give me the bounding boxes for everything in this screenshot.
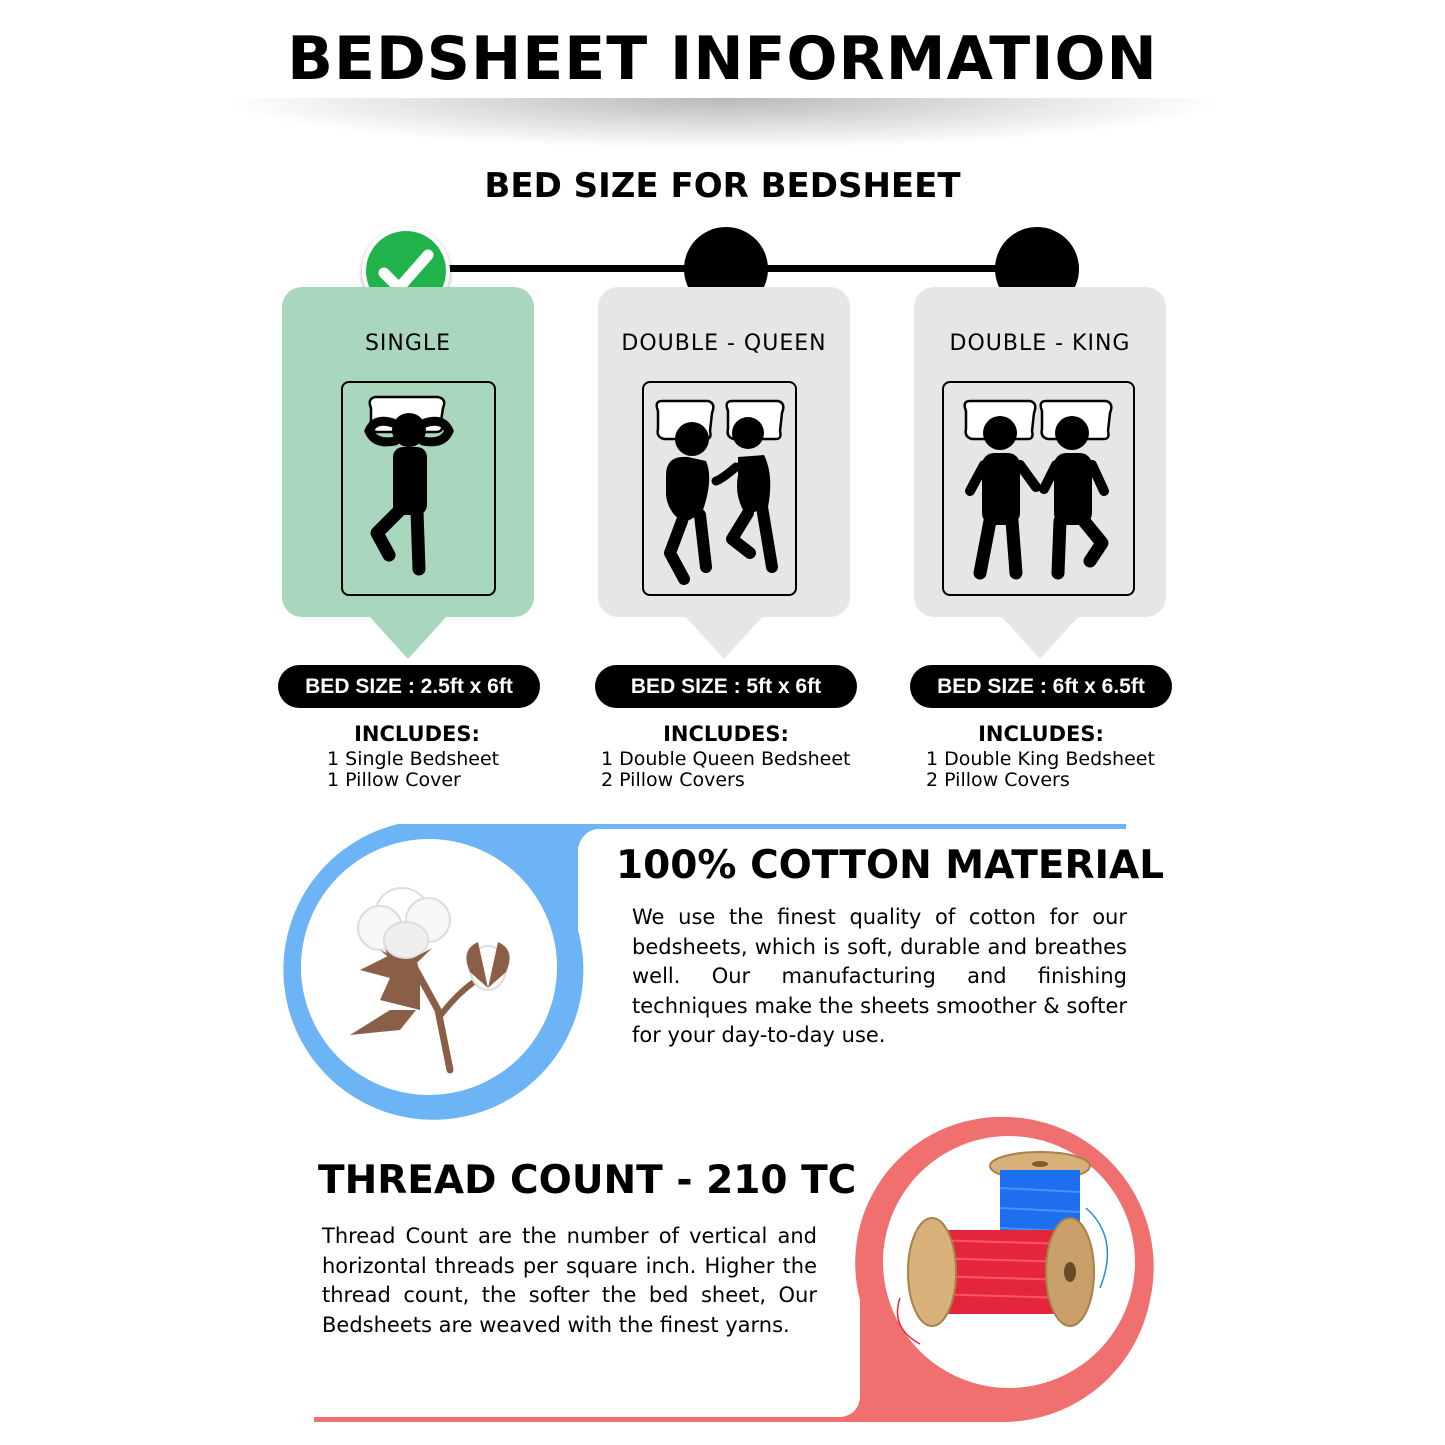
size-label: SINGLE <box>364 331 452 356</box>
bed-size-badge-single: BED SIZE : 2.5ft x 6ft <box>278 665 540 708</box>
page-title: BEDSHEET INFORMATION <box>287 24 1158 94</box>
size-label: DOUBLE - KING <box>949 331 1131 356</box>
includes-heading: INCLUDES: <box>978 722 1104 746</box>
size-label: DOUBLE - QUEEN <box>621 331 827 356</box>
thread-section-title: THREAD COUNT - 210 TC <box>318 1158 857 1203</box>
includes-heading: INCLUDES: <box>663 722 789 746</box>
thread-spool-icon <box>890 1148 1130 1368</box>
includes-item: 1 Double Queen Bedsheet <box>601 748 851 770</box>
bed-size-badge-double-king: BED SIZE : 6ft x 6.5ft <box>910 665 1172 708</box>
includes-item: 2 Pillow Covers <box>926 769 1070 791</box>
includes-item: 1 Pillow Cover <box>327 769 461 791</box>
thread-section-text: Thread Count are the number of vertical and horizontal threads per square inch. Higher the thread count, the softer the bed sheet, Our Bedsheets are weaved with the finest yarns. <box>322 1224 817 1337</box>
includes-item: 2 Pillow Covers <box>601 769 745 791</box>
includes-item: 1 Double King Bedsheet <box>926 748 1155 770</box>
includes-item: 1 Single Bedsheet <box>327 748 500 770</box>
bed-size-badge-double-queen: BED SIZE : 5ft x 6ft <box>595 665 857 708</box>
cotton-section-title: 100% COTTON MATERIAL <box>616 843 1165 888</box>
cotton-section-text: We use the finest quality of cotton for our bedsheets, which is soft, durable and breathes well. Our manufacturing and finishing techniques make the sheets smoother & softer for your day-to-day use. <box>632 905 1127 1047</box>
includes-heading: INCLUDES: <box>354 722 480 746</box>
section-title-bed-size: BED SIZE FOR BEDSHEET <box>484 166 961 206</box>
